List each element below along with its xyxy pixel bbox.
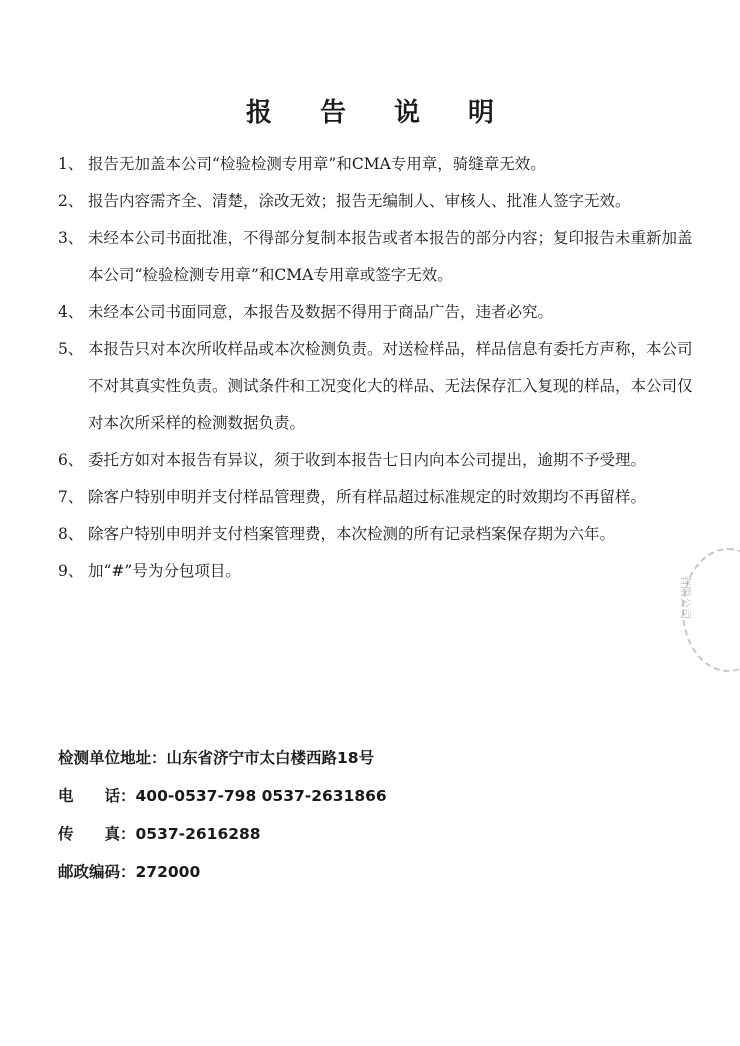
item-number: 8、 bbox=[58, 525, 84, 543]
item-text: 未经本公司书面批准，不得部分复制本报告或者本报告的部分内容；复印报告未重新加盖本公司“检验检测专用章”和CMA专用章或签字无效。 bbox=[88, 229, 693, 284]
fax-value: 0537-2616288 bbox=[135, 825, 261, 843]
item-text: 加“#”号为分包项目。 bbox=[88, 562, 241, 580]
address-label: 检测单位地址： bbox=[58, 749, 167, 767]
postcode-value: 272000 bbox=[135, 863, 201, 881]
phone-row bbox=[58, 786, 698, 824]
item-number: 3、 bbox=[58, 229, 84, 247]
seal-text: 有限公司 bbox=[679, 575, 692, 619]
list-item bbox=[58, 516, 698, 553]
page-title: 报告说明 bbox=[245, 98, 542, 128]
fax-row bbox=[58, 824, 698, 862]
item-text: 除客户特别申明并支付样品管理费，所有样品超过标准规定的时效期均不再留样。 bbox=[88, 488, 647, 506]
list-item bbox=[58, 183, 698, 220]
item-number: 5、 bbox=[58, 340, 84, 358]
list-item bbox=[58, 220, 698, 294]
list-item bbox=[58, 479, 698, 516]
list-item bbox=[58, 146, 698, 183]
fax-label: 传 真： bbox=[58, 825, 136, 843]
list-item bbox=[58, 442, 698, 479]
item-text: 报告内容需齐全、清楚，涂改无效；报告无编制人、审核人、批准人签字无效。 bbox=[88, 192, 631, 210]
item-number: 7、 bbox=[58, 488, 84, 506]
item-text: 除客户特别申明并支付档案管理费，本次检测的所有记录档案保存期为六年。 bbox=[88, 525, 616, 543]
item-number: 1、 bbox=[58, 155, 84, 173]
item-text: 报告无加盖本公司“检验检测专用章”和CMA专用章，骑缝章无效。 bbox=[88, 155, 546, 173]
item-number: 9、 bbox=[58, 562, 84, 580]
item-text: 委托方如对本报告有异议，须于收到本报告七日内向本公司提出，逾期不予受理。 bbox=[88, 451, 647, 469]
item-text: 未经本公司书面同意，本报告及数据不得用于商品广告，违者必究。 bbox=[88, 303, 554, 321]
item-number: 2、 bbox=[58, 192, 84, 210]
list-item bbox=[58, 294, 698, 331]
phone-label: 电 话： bbox=[58, 787, 136, 805]
notes-list bbox=[58, 146, 698, 590]
item-number: 6、 bbox=[58, 451, 84, 469]
postcode-label: 邮政编码： bbox=[58, 863, 136, 881]
postcode-row bbox=[58, 862, 698, 900]
item-number: 4、 bbox=[58, 303, 84, 321]
item-text: 本报告只对本次所收样品或本次检测负责。对送检样品，样品信息有委托方声称，本公司不对其真实性负责。测试条件和工况变化大的样品、无法保存汇入复现的样品，本公司仅对本次所采样的检测数据负责。 bbox=[88, 340, 693, 432]
list-item bbox=[58, 331, 698, 442]
phone-value: 400-0537-798 0537-2631866 bbox=[135, 787, 387, 805]
address-value: 山东省济宁市太白楼西路18号 bbox=[166, 749, 375, 767]
list-item bbox=[58, 553, 698, 590]
address-row bbox=[58, 748, 698, 786]
contact-info bbox=[58, 748, 698, 900]
